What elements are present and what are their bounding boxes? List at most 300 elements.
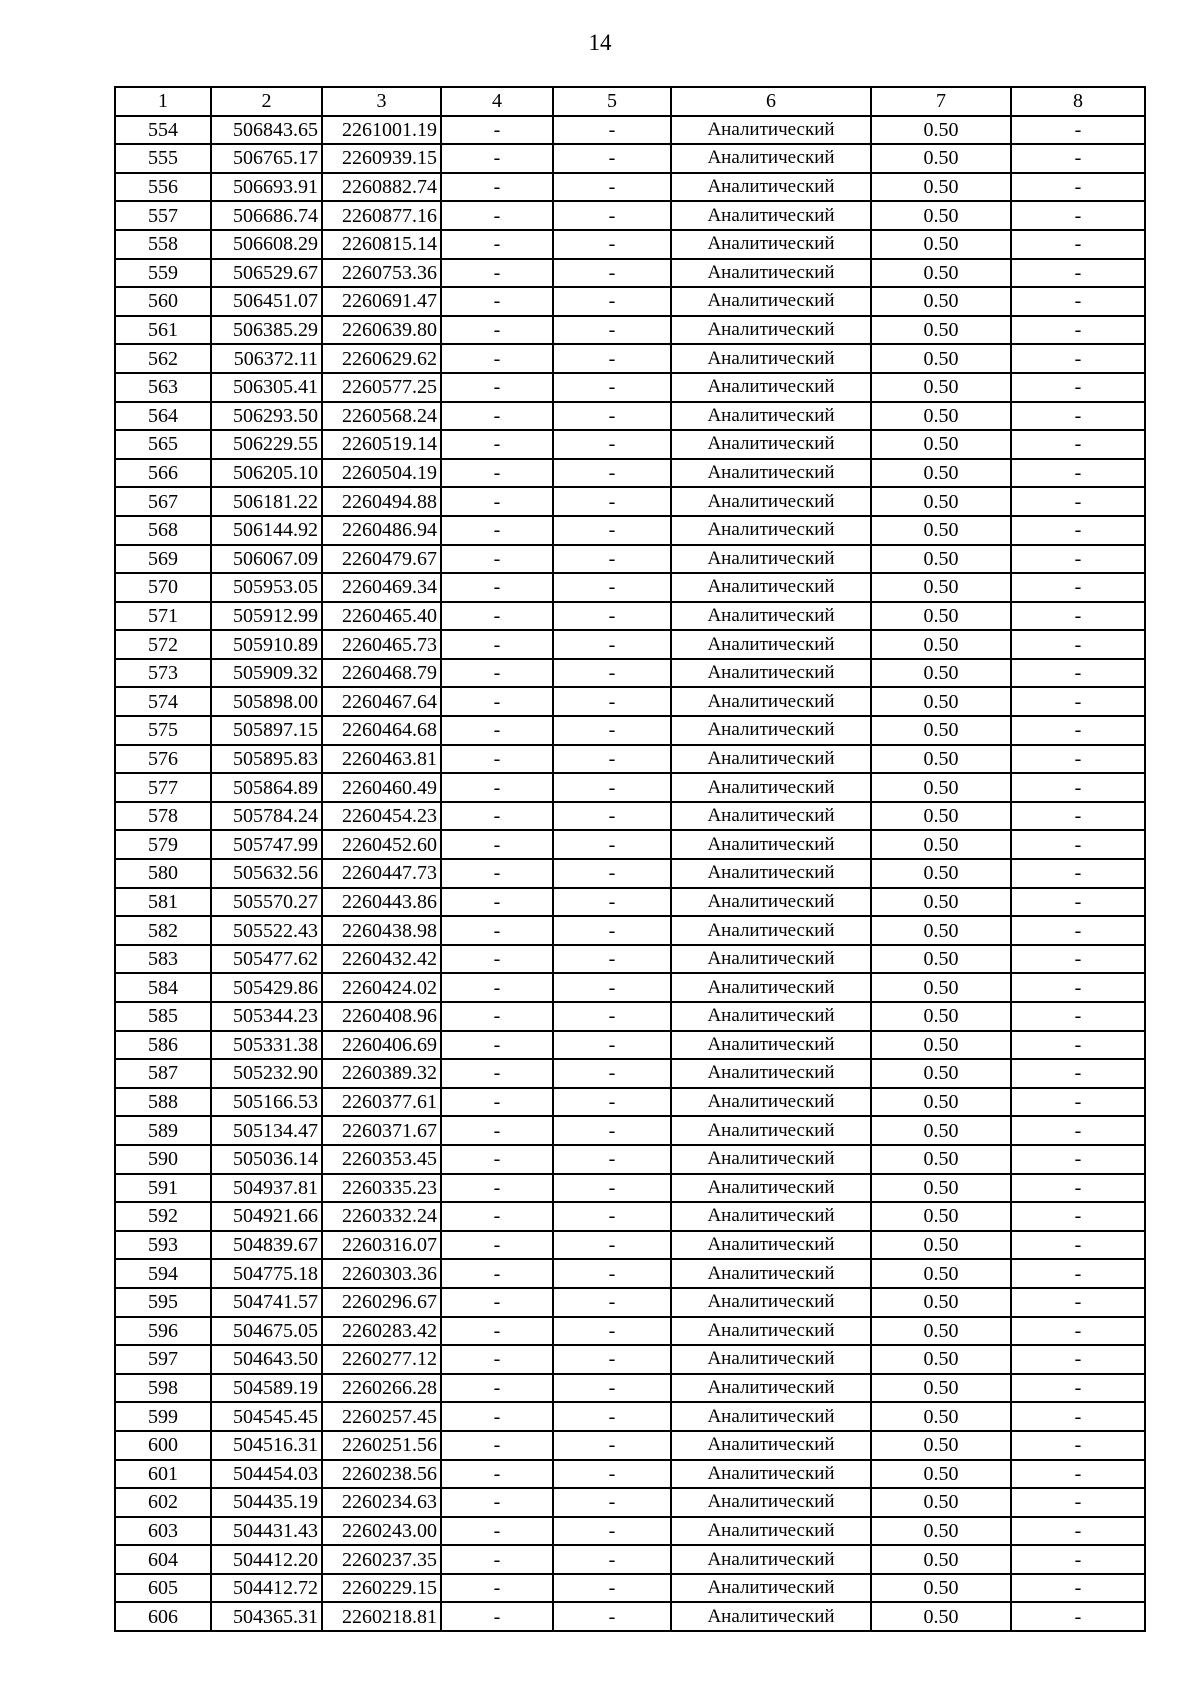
x-coordinate-cell: 505477.62 (211, 945, 322, 974)
method-cell: Аналитический (671, 1259, 871, 1288)
col-4-cell: - (441, 201, 553, 230)
column-header: 7 (871, 87, 1011, 116)
y-coordinate-cell: 2260406.69 (322, 1031, 441, 1060)
accuracy-cell: 0.50 (871, 1202, 1011, 1231)
table-row (115, 745, 1145, 774)
col-8-cell: - (1011, 516, 1145, 545)
table-row (115, 888, 1145, 917)
col-5-cell: - (553, 1231, 671, 1260)
method-cell: Аналитический (671, 1545, 871, 1574)
accuracy-cell: 0.50 (871, 1488, 1011, 1517)
accuracy-cell: 0.50 (871, 1402, 1011, 1431)
col-8-cell: - (1011, 402, 1145, 431)
table-row (115, 802, 1145, 831)
col-4-cell: - (441, 144, 553, 173)
col-8-cell: - (1011, 1145, 1145, 1174)
accuracy-cell: 0.50 (871, 344, 1011, 373)
col-8-cell: - (1011, 1031, 1145, 1060)
col-5-cell: - (553, 402, 671, 431)
col-8-cell: - (1011, 459, 1145, 488)
method-cell: Аналитический (671, 745, 871, 774)
accuracy-cell: 0.50 (871, 1059, 1011, 1088)
x-coordinate-cell: 504545.45 (211, 1402, 322, 1431)
col-8-cell: - (1011, 973, 1145, 1002)
table-row (115, 287, 1145, 316)
y-coordinate-cell: 2260639.80 (322, 316, 441, 345)
method-cell: Аналитический (671, 830, 871, 859)
method-cell: Аналитический (671, 573, 871, 602)
method-cell: Аналитический (671, 1088, 871, 1117)
table-header-row (115, 87, 1145, 116)
method-cell: Аналитический (671, 402, 871, 431)
table-row (115, 773, 1145, 802)
col-4-cell: - (441, 1431, 553, 1460)
accuracy-cell: 0.50 (871, 687, 1011, 716)
method-cell: Аналитический (671, 602, 871, 631)
accuracy-cell: 0.50 (871, 659, 1011, 688)
col-4-cell: - (441, 1517, 553, 1546)
col-8-cell: - (1011, 630, 1145, 659)
column-header: 3 (322, 87, 441, 116)
y-coordinate-cell: 2260432.42 (322, 945, 441, 974)
y-coordinate-cell: 2260389.32 (322, 1059, 441, 1088)
y-coordinate-cell: 2260243.00 (322, 1517, 441, 1546)
accuracy-cell: 0.50 (871, 630, 1011, 659)
col-4-cell: - (441, 630, 553, 659)
table-row (115, 116, 1145, 145)
y-coordinate-cell: 2260469.34 (322, 573, 441, 602)
table-row (115, 402, 1145, 431)
col-4-cell: - (441, 945, 553, 974)
accuracy-cell: 0.50 (871, 888, 1011, 917)
point-number-cell: 595 (115, 1288, 211, 1317)
col-4-cell: - (441, 1088, 553, 1117)
x-coordinate-cell: 505134.47 (211, 1116, 322, 1145)
accuracy-cell: 0.50 (871, 1374, 1011, 1403)
point-number-cell: 583 (115, 945, 211, 974)
point-number-cell: 576 (115, 745, 211, 774)
x-coordinate-cell: 504365.31 (211, 1602, 322, 1631)
table-row (115, 487, 1145, 516)
col-5-cell: - (553, 173, 671, 202)
accuracy-cell: 0.50 (871, 916, 1011, 945)
point-number-cell: 585 (115, 1002, 211, 1031)
method-cell: Аналитический (671, 430, 871, 459)
accuracy-cell: 0.50 (871, 716, 1011, 745)
col-8-cell: - (1011, 1517, 1145, 1546)
col-8-cell: - (1011, 230, 1145, 259)
col-4-cell: - (441, 1288, 553, 1317)
method-cell: Аналитический (671, 1402, 871, 1431)
x-coordinate-cell: 504741.57 (211, 1288, 322, 1317)
method-cell: Аналитический (671, 1374, 871, 1403)
col-5-cell: - (553, 1402, 671, 1431)
col-4-cell: - (441, 1002, 553, 1031)
col-8-cell: - (1011, 259, 1145, 288)
col-5-cell: - (553, 802, 671, 831)
col-5-cell: - (553, 1517, 671, 1546)
method-cell: Аналитический (671, 1317, 871, 1346)
x-coordinate-cell: 504937.81 (211, 1174, 322, 1203)
accuracy-cell: 0.50 (871, 1145, 1011, 1174)
col-8-cell: - (1011, 773, 1145, 802)
method-cell: Аналитический (671, 201, 871, 230)
x-coordinate-cell: 505895.83 (211, 745, 322, 774)
point-number-cell: 593 (115, 1231, 211, 1260)
y-coordinate-cell: 2260454.23 (322, 802, 441, 831)
col-5-cell: - (553, 287, 671, 316)
col-8-cell: - (1011, 173, 1145, 202)
method-cell: Аналитический (671, 344, 871, 373)
method-cell: Аналитический (671, 888, 871, 917)
col-4-cell: - (441, 745, 553, 774)
y-coordinate-cell: 2260486.94 (322, 516, 441, 545)
col-5-cell: - (553, 516, 671, 545)
method-cell: Аналитический (671, 259, 871, 288)
col-4-cell: - (441, 1402, 553, 1431)
x-coordinate-cell: 506385.29 (211, 316, 322, 345)
point-number-cell: 594 (115, 1259, 211, 1288)
table-row (115, 1259, 1145, 1288)
method-cell: Аналитический (671, 144, 871, 173)
accuracy-cell: 0.50 (871, 430, 1011, 459)
col-4-cell: - (441, 459, 553, 488)
col-5-cell: - (553, 687, 671, 716)
accuracy-cell: 0.50 (871, 316, 1011, 345)
method-cell: Аналитический (671, 945, 871, 974)
column-header: 2 (211, 87, 322, 116)
x-coordinate-cell: 505331.38 (211, 1031, 322, 1060)
x-coordinate-cell: 506451.07 (211, 287, 322, 316)
x-coordinate-cell: 504643.50 (211, 1345, 322, 1374)
y-coordinate-cell: 2260629.62 (322, 344, 441, 373)
col-8-cell: - (1011, 802, 1145, 831)
y-coordinate-cell: 2260443.86 (322, 888, 441, 917)
point-number-cell: 591 (115, 1174, 211, 1203)
col-5-cell: - (553, 201, 671, 230)
col-4-cell: - (441, 487, 553, 516)
method-cell: Аналитический (671, 373, 871, 402)
col-8-cell: - (1011, 1231, 1145, 1260)
table-row (115, 659, 1145, 688)
accuracy-cell: 0.50 (871, 945, 1011, 974)
table-row (115, 144, 1145, 173)
col-4-cell: - (441, 1488, 553, 1517)
x-coordinate-cell: 506305.41 (211, 373, 322, 402)
col-5-cell: - (553, 973, 671, 1002)
col-4-cell: - (441, 888, 553, 917)
col-4-cell: - (441, 773, 553, 802)
method-cell: Аналитический (671, 173, 871, 202)
x-coordinate-cell: 505344.23 (211, 1002, 322, 1031)
col-8-cell: - (1011, 1374, 1145, 1403)
method-cell: Аналитический (671, 1288, 871, 1317)
accuracy-cell: 0.50 (871, 573, 1011, 602)
x-coordinate-cell: 505912.99 (211, 602, 322, 631)
x-coordinate-cell: 506693.91 (211, 173, 322, 202)
column-header: 6 (671, 87, 871, 116)
x-coordinate-cell: 505953.05 (211, 573, 322, 602)
col-8-cell: - (1011, 573, 1145, 602)
accuracy-cell: 0.50 (871, 402, 1011, 431)
point-number-cell: 575 (115, 716, 211, 745)
y-coordinate-cell: 2260296.67 (322, 1288, 441, 1317)
col-4-cell: - (441, 716, 553, 745)
method-cell: Аналитический (671, 1145, 871, 1174)
x-coordinate-cell: 504431.43 (211, 1517, 322, 1546)
method-cell: Аналитический (671, 1059, 871, 1088)
col-4-cell: - (441, 1259, 553, 1288)
col-8-cell: - (1011, 659, 1145, 688)
x-coordinate-cell: 506529.67 (211, 259, 322, 288)
table-row (115, 1002, 1145, 1031)
y-coordinate-cell: 2260464.68 (322, 716, 441, 745)
col-4-cell: - (441, 545, 553, 574)
method-cell: Аналитический (671, 1231, 871, 1260)
x-coordinate-cell: 505632.56 (211, 859, 322, 888)
x-coordinate-cell: 505232.90 (211, 1059, 322, 1088)
point-number-cell: 562 (115, 344, 211, 373)
col-4-cell: - (441, 1317, 553, 1346)
column-header: 1 (115, 87, 211, 116)
col-5-cell: - (553, 1259, 671, 1288)
x-coordinate-cell: 504775.18 (211, 1259, 322, 1288)
col-8-cell: - (1011, 1402, 1145, 1431)
col-8-cell: - (1011, 116, 1145, 145)
point-number-cell: 567 (115, 487, 211, 516)
method-cell: Аналитический (671, 973, 871, 1002)
table-row (115, 1059, 1145, 1088)
accuracy-cell: 0.50 (871, 973, 1011, 1002)
col-8-cell: - (1011, 945, 1145, 974)
col-5-cell: - (553, 1145, 671, 1174)
x-coordinate-cell: 504412.20 (211, 1545, 322, 1574)
y-coordinate-cell: 2260467.64 (322, 687, 441, 716)
table-row (115, 1345, 1145, 1374)
x-coordinate-cell: 506843.65 (211, 116, 322, 145)
col-5-cell: - (553, 745, 671, 774)
col-8-cell: - (1011, 287, 1145, 316)
col-8-cell: - (1011, 1574, 1145, 1603)
col-5-cell: - (553, 945, 671, 974)
col-5-cell: - (553, 1288, 671, 1317)
point-number-cell: 558 (115, 230, 211, 259)
x-coordinate-cell: 505910.89 (211, 630, 322, 659)
col-5-cell: - (553, 344, 671, 373)
col-8-cell: - (1011, 1431, 1145, 1460)
x-coordinate-cell: 506144.92 (211, 516, 322, 545)
method-cell: Аналитический (671, 1517, 871, 1546)
point-number-cell: 586 (115, 1031, 211, 1060)
accuracy-cell: 0.50 (871, 1002, 1011, 1031)
point-number-cell: 580 (115, 859, 211, 888)
col-5-cell: - (553, 430, 671, 459)
table-row (115, 230, 1145, 259)
col-4-cell: - (441, 116, 553, 145)
col-4-cell: - (441, 173, 553, 202)
col-5-cell: - (553, 1431, 671, 1460)
col-5-cell: - (553, 1488, 671, 1517)
method-cell: Аналитический (671, 916, 871, 945)
col-5-cell: - (553, 1116, 671, 1145)
table-row (115, 373, 1145, 402)
point-number-cell: 563 (115, 373, 211, 402)
accuracy-cell: 0.50 (871, 859, 1011, 888)
col-4-cell: - (441, 573, 553, 602)
method-cell: Аналитический (671, 630, 871, 659)
col-4-cell: - (441, 687, 553, 716)
method-cell: Аналитический (671, 316, 871, 345)
accuracy-cell: 0.50 (871, 1431, 1011, 1460)
x-coordinate-cell: 506765.17 (211, 144, 322, 173)
accuracy-cell: 0.50 (871, 1088, 1011, 1117)
y-coordinate-cell: 2260335.23 (322, 1174, 441, 1203)
table-row (115, 545, 1145, 574)
point-number-cell: 554 (115, 116, 211, 145)
y-coordinate-cell: 2260424.02 (322, 973, 441, 1002)
table-row (115, 1231, 1145, 1260)
col-4-cell: - (441, 402, 553, 431)
table-row (115, 1116, 1145, 1145)
table-row (115, 201, 1145, 230)
point-number-cell: 590 (115, 1145, 211, 1174)
col-5-cell: - (553, 773, 671, 802)
point-number-cell: 560 (115, 287, 211, 316)
x-coordinate-cell: 504921.66 (211, 1202, 322, 1231)
y-coordinate-cell: 2260234.63 (322, 1488, 441, 1517)
x-coordinate-cell: 504412.72 (211, 1574, 322, 1603)
column-header: 5 (553, 87, 671, 116)
col-8-cell: - (1011, 316, 1145, 345)
method-cell: Аналитический (671, 287, 871, 316)
col-8-cell: - (1011, 1317, 1145, 1346)
col-8-cell: - (1011, 888, 1145, 917)
col-5-cell: - (553, 630, 671, 659)
point-number-cell: 556 (115, 173, 211, 202)
method-cell: Аналитический (671, 516, 871, 545)
accuracy-cell: 0.50 (871, 287, 1011, 316)
y-coordinate-cell: 2260447.73 (322, 859, 441, 888)
x-coordinate-cell: 506686.74 (211, 201, 322, 230)
col-4-cell: - (441, 430, 553, 459)
y-coordinate-cell: 2260283.42 (322, 1317, 441, 1346)
point-number-cell: 570 (115, 573, 211, 602)
y-coordinate-cell: 2260577.25 (322, 373, 441, 402)
x-coordinate-cell: 504435.19 (211, 1488, 322, 1517)
accuracy-cell: 0.50 (871, 745, 1011, 774)
col-5-cell: - (553, 602, 671, 631)
x-coordinate-cell: 504589.19 (211, 1374, 322, 1403)
x-coordinate-cell: 505897.15 (211, 716, 322, 745)
col-5-cell: - (553, 1545, 671, 1574)
method-cell: Аналитический (671, 1602, 871, 1631)
column-header: 8 (1011, 87, 1145, 116)
method-cell: Аналитический (671, 859, 871, 888)
col-5-cell: - (553, 1602, 671, 1631)
coordinates-table (114, 86, 1146, 1632)
col-4-cell: - (441, 1374, 553, 1403)
point-number-cell: 606 (115, 1602, 211, 1631)
table-row (115, 459, 1145, 488)
col-4-cell: - (441, 1202, 553, 1231)
col-4-cell: - (441, 659, 553, 688)
col-5-cell: - (553, 659, 671, 688)
accuracy-cell: 0.50 (871, 201, 1011, 230)
method-cell: Аналитический (671, 1174, 871, 1203)
y-coordinate-cell: 2260691.47 (322, 287, 441, 316)
x-coordinate-cell: 505570.27 (211, 888, 322, 917)
col-8-cell: - (1011, 1460, 1145, 1489)
table-row (115, 1574, 1145, 1603)
accuracy-cell: 0.50 (871, 1460, 1011, 1489)
col-4-cell: - (441, 1345, 553, 1374)
point-number-cell: 577 (115, 773, 211, 802)
col-4-cell: - (441, 1574, 553, 1603)
point-number-cell: 605 (115, 1574, 211, 1603)
method-cell: Аналитический (671, 230, 871, 259)
method-cell: Аналитический (671, 1345, 871, 1374)
point-number-cell: 592 (115, 1202, 211, 1231)
method-cell: Аналитический (671, 1574, 871, 1603)
col-8-cell: - (1011, 859, 1145, 888)
point-number-cell: 566 (115, 459, 211, 488)
point-number-cell: 581 (115, 888, 211, 917)
point-number-cell: 589 (115, 1116, 211, 1145)
x-coordinate-cell: 505166.53 (211, 1088, 322, 1117)
x-coordinate-cell: 506067.09 (211, 545, 322, 574)
x-coordinate-cell: 505909.32 (211, 659, 322, 688)
col-5-cell: - (553, 116, 671, 145)
x-coordinate-cell: 506229.55 (211, 430, 322, 459)
method-cell: Аналитический (671, 659, 871, 688)
accuracy-cell: 0.50 (871, 1288, 1011, 1317)
col-4-cell: - (441, 602, 553, 631)
point-number-cell: 582 (115, 916, 211, 945)
col-5-cell: - (553, 230, 671, 259)
col-8-cell: - (1011, 487, 1145, 516)
col-8-cell: - (1011, 1002, 1145, 1031)
accuracy-cell: 0.50 (871, 230, 1011, 259)
col-8-cell: - (1011, 1088, 1145, 1117)
col-5-cell: - (553, 459, 671, 488)
table-row (115, 1545, 1145, 1574)
point-number-cell: 561 (115, 316, 211, 345)
table-row (115, 973, 1145, 1002)
y-coordinate-cell: 2260303.36 (322, 1259, 441, 1288)
accuracy-cell: 0.50 (871, 1231, 1011, 1260)
point-number-cell: 588 (115, 1088, 211, 1117)
point-number-cell: 573 (115, 659, 211, 688)
point-number-cell: 598 (115, 1374, 211, 1403)
col-5-cell: - (553, 1088, 671, 1117)
col-5-cell: - (553, 888, 671, 917)
table-row (115, 945, 1145, 974)
col-8-cell: - (1011, 144, 1145, 173)
accuracy-cell: 0.50 (871, 516, 1011, 545)
col-8-cell: - (1011, 1174, 1145, 1203)
x-coordinate-cell: 505864.89 (211, 773, 322, 802)
method-cell: Аналитический (671, 1002, 871, 1031)
accuracy-cell: 0.50 (871, 459, 1011, 488)
table-row (115, 1145, 1145, 1174)
y-coordinate-cell: 2260251.56 (322, 1431, 441, 1460)
table-row (115, 573, 1145, 602)
y-coordinate-cell: 2260468.79 (322, 659, 441, 688)
col-4-cell: - (441, 1602, 553, 1631)
accuracy-cell: 0.50 (871, 1259, 1011, 1288)
table-row (115, 259, 1145, 288)
accuracy-cell: 0.50 (871, 1116, 1011, 1145)
